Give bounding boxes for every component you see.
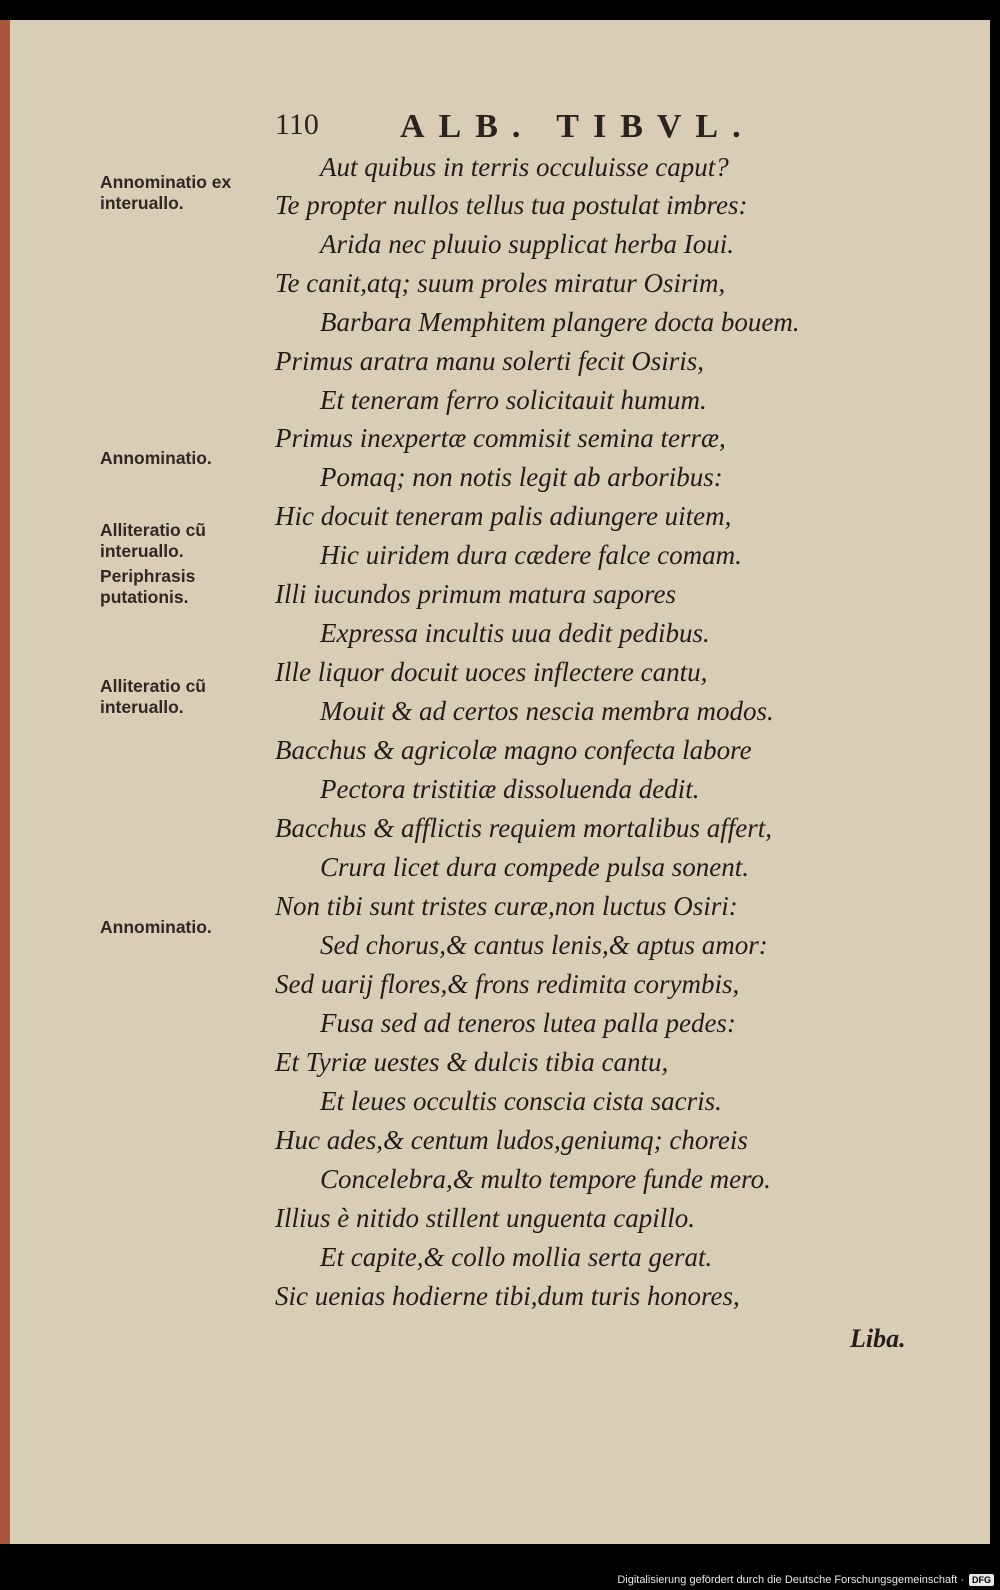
- verse-line: Concelebra,& multo tempore funde mero.: [320, 1164, 771, 1194]
- verse-line: Fusa sed ad teneros lutea palla pedes:: [320, 1008, 736, 1038]
- verse-line: Et capite,& collo mollia serta gerat.: [320, 1242, 713, 1272]
- verse-line: Illi iucundos primum matura sapores: [275, 579, 677, 609]
- verse-line: Sic uenias hodierne tibi,dum turis honores,: [275, 1281, 740, 1311]
- verse-line: Te propter nullos tellus tua postulat imbres:: [275, 190, 748, 220]
- marginal-note: Alliteratio cũ interuallo.: [100, 520, 206, 561]
- verse-line: Pomaq; non notis legit ab arboribus:: [320, 462, 723, 492]
- verse-line: Hic uiridem dura cædere falce comam.: [320, 540, 742, 570]
- verse-line: Et Tyriæ uestes & dulcis tibia cantu,: [275, 1047, 669, 1077]
- verse-line: Hic docuit teneram palis adiungere uitem,: [275, 501, 732, 531]
- verse-line: Illius è nitido stillent unguenta capillo.: [275, 1203, 695, 1233]
- catchword: Liba.: [850, 1324, 906, 1353]
- running-title: ALB. TIBVL.: [400, 108, 755, 145]
- verse-line: Aut quibus in terris occuluisse caput?: [320, 152, 729, 182]
- verse-line: Non tibi sunt tristes curæ,non luctus Osiri:: [275, 891, 738, 921]
- digitization-credit: [617, 1574, 994, 1586]
- page-number: 110: [275, 108, 319, 141]
- dfg-logo: DFG: [969, 1574, 994, 1586]
- marginal-note: Annominatio ex interuallo.: [100, 172, 232, 213]
- marginal-note: Annominatio.: [100, 448, 212, 468]
- marginal-note: Annominatio.: [100, 917, 212, 937]
- verse-line: Ille liquor docuit uoces inflectere cantu,: [275, 657, 708, 687]
- verse-line: Et leues occultis conscia cista sacris.: [320, 1086, 722, 1116]
- verse-line: Bacchus & agricolæ magno confecta labore: [275, 735, 752, 765]
- verse-line: Te canit,atq; suum proles miratur Osirim,: [275, 268, 726, 298]
- verse-line: Bacchus & afflictis requiem mortalibus affert,: [275, 813, 772, 843]
- verse-line: Barbara Memphitem plangere docta bouem.: [320, 307, 800, 337]
- verse-line: Et teneram ferro solicitauit humum.: [320, 385, 707, 415]
- verse-line: Primus inexpertæ commisit semina terræ,: [275, 423, 726, 453]
- verse-line: Sed chorus,& cantus lenis,& aptus amor:: [320, 930, 768, 960]
- book-page: [0, 20, 990, 1544]
- verse-line: Pectora tristitiæ dissoluenda dedit.: [320, 774, 700, 804]
- verse-line: Sed uarij flores,& frons redimita corymbis,: [275, 969, 740, 999]
- verse-line: Crura licet dura compede pulsa sonent.: [320, 852, 749, 882]
- credit-text: Digitalisierung gefördert durch die Deutsche Forschungsgemeinschaft ·: [617, 1574, 964, 1586]
- marginal-note: Alliteratio cũ interuallo.: [100, 676, 206, 717]
- verse-line: Huc ades,& centum ludos,geniumq; choreis: [275, 1125, 748, 1155]
- verse-line: Arida nec pluuio supplicat herba Ioui.: [320, 229, 734, 259]
- verse-line: Mouit & ad certos nescia membra modos.: [320, 696, 774, 726]
- verse-line: Expressa incultis uua dedit pedibus.: [320, 618, 710, 648]
- page-header: [275, 108, 755, 148]
- verse-line: Primus aratra manu solerti fecit Osiris,: [275, 346, 705, 376]
- marginal-note: Periphrasis putationis.: [100, 566, 196, 607]
